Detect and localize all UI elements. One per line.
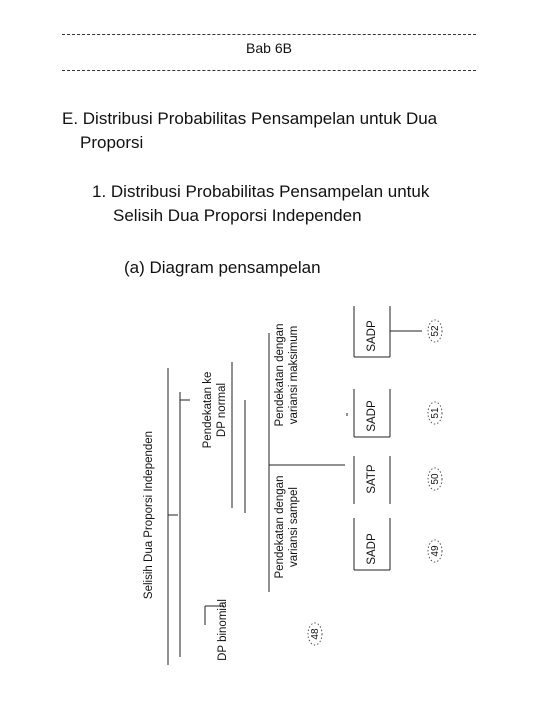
- normal-label-1: Pendekatan ke: [202, 371, 214, 449]
- subsection-title-cont: Selisih Dua Proporsi Independen: [113, 206, 362, 225]
- page-number-51: 51: [430, 407, 441, 419]
- page-number-52: 52: [430, 325, 441, 337]
- page-number-50: 50: [430, 473, 441, 485]
- samplevar-label-1: Pendekatan dengan: [274, 475, 286, 579]
- leaf-label-49: SADP: [366, 533, 378, 565]
- page-number-48: 48: [310, 628, 321, 640]
- maxvar-label-1: Pendekatan dengan: [274, 323, 286, 427]
- leaf-label-52: SADP: [366, 320, 378, 352]
- page-header: Bab 6B: [246, 40, 292, 56]
- binomial-label: DP binomial: [217, 599, 229, 661]
- samplevar-label-2: variansi sampel: [288, 487, 300, 567]
- leaf-label-50: SATP: [366, 464, 378, 494]
- leaf-label-51: SADP: [366, 400, 378, 432]
- subsection-title: 1. Distribusi Probabilitas Pensampelan untuk: [92, 182, 430, 201]
- section-title: E. Distribusi Probabilitas Pensampelan untuk Dua: [62, 109, 438, 128]
- section-title-cont: Proporsi: [80, 133, 144, 152]
- subsubsection-title: (a) Diagram pensampelan: [124, 258, 321, 277]
- normal-label-2: DP normal: [216, 382, 228, 438]
- page-number-49: 49: [430, 545, 441, 557]
- maxvar-label-2: variansi maksimum: [288, 325, 300, 425]
- root-label: Selisih Dua Proporsi Independen: [143, 430, 155, 600]
